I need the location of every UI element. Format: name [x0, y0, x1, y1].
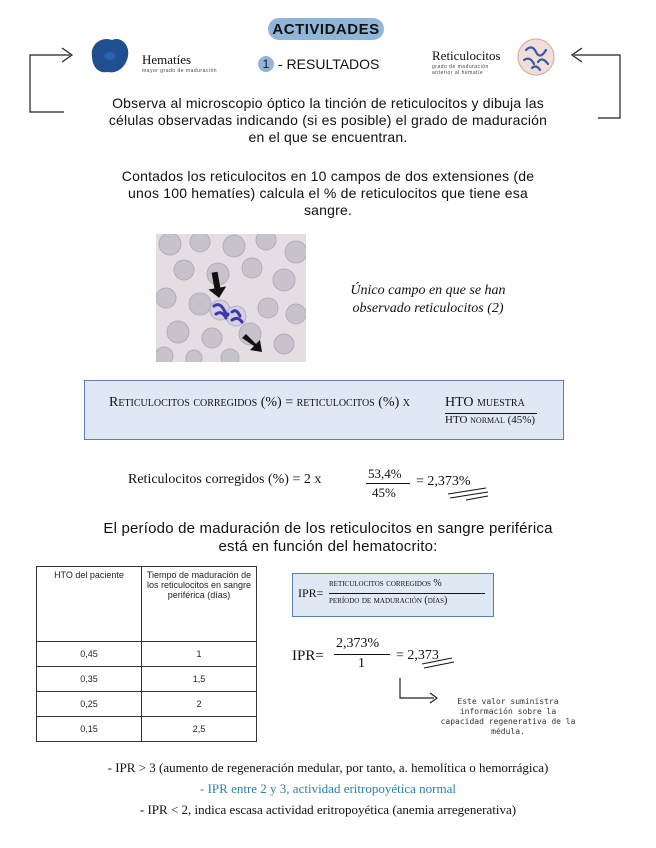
left-brand-sub: mayor grado de maduración: [142, 68, 218, 74]
instruction-paragraph-2: [40, 168, 616, 219]
ipr-calc-label: IPR=: [292, 648, 324, 664]
ipr-calc-fraction-bar: [334, 654, 390, 655]
ipr-calc-result: = 2,373: [396, 648, 439, 663]
p1-line3: en el que se encuentran.: [248, 129, 408, 145]
note-line2: información sobre la: [459, 707, 557, 716]
ipr-formula-label: IPR=: [298, 586, 324, 600]
ipr-formula-numerator: reticulocitos corregidos %: [329, 578, 442, 589]
table-row: [37, 692, 257, 717]
table-cell-days: 2,5: [142, 717, 257, 742]
calculation: [128, 466, 528, 506]
ipr-result-scribble: [420, 654, 456, 670]
conclusion-1: - IPR > 3 (aumento de regeneración medular, por tanto, a. hemolítica o hemorrágica): [107, 760, 549, 775]
reticulocyte-icon: [512, 36, 560, 78]
table-row: [37, 642, 257, 667]
maturation-table: [36, 566, 257, 742]
calc-fraction-bar: [366, 483, 410, 484]
right-brand-sub1: grado de maduración: [432, 64, 489, 70]
table-cell-days: 1: [142, 642, 257, 667]
right-brand-name: Reticulocitos: [432, 48, 501, 63]
p1-line2: células observadas indicando (si es posible) el grado de maduración: [108, 112, 548, 128]
table-cell-days: 2: [142, 692, 257, 717]
calc-numerator: 53,4%: [368, 466, 402, 481]
ipr-calc-denominator: 1: [358, 656, 365, 671]
p2-line1: Contados los reticulocitos en 10 campos de dos extensiones (de: [121, 168, 535, 184]
right-brand-sub2: anterior al hematíe: [432, 70, 484, 76]
table-row: [37, 667, 257, 692]
maturation-paragraph: [30, 520, 626, 556]
note-line4: médula.: [491, 727, 525, 736]
conclusion-2: - IPR entre 2 y 3, actividad eritropoyética normal: [200, 781, 456, 796]
ipr-calc-numerator: 2,373%: [336, 636, 380, 651]
formula-denominator: HTO normal (45%): [445, 414, 536, 426]
formula-numerator: HTO muestra: [445, 395, 525, 410]
maturation-line1: El período de maduración de los reticulocitos en sangre periférica: [103, 520, 553, 537]
note-line1: Este valor suministra: [457, 697, 559, 706]
formula-box: [84, 380, 564, 440]
calc-result: = 2,373%: [416, 474, 471, 489]
ipr-calculation: [292, 636, 492, 680]
table-cell-hto: 0,45: [37, 642, 142, 667]
microscope-image: [156, 234, 306, 362]
maturation-line2: está en función del hematocrito:: [218, 538, 438, 555]
ipr-formula-denominator: período de maduración (días): [329, 595, 448, 606]
erythrocyte-icon: [86, 34, 134, 76]
left-brand-name: Hematíes: [142, 52, 192, 67]
ipr-fraction-bar: [329, 593, 485, 594]
p2-line3: sangre.: [303, 202, 353, 218]
instruction-paragraph-1: [40, 95, 616, 146]
micro-caption: [322, 282, 534, 318]
table-cell-hto: 0,35: [37, 667, 142, 692]
table-header-days: Tiempo de maduración de los reticulocitos en sangre periférica (días): [142, 567, 257, 642]
calc-denominator: 45%: [372, 485, 396, 500]
p2-line2: unos 100 hematíes) calcula el % de reticulocitos que tiene esa: [128, 185, 528, 201]
micro-caption-line2: observado reticulocitos (2): [352, 301, 504, 316]
table-cell-days: 1,5: [142, 667, 257, 692]
right-brand: [432, 48, 501, 76]
table-header-hto: HTO del paciente: [37, 567, 142, 642]
section-number: 1: [258, 56, 274, 72]
table-cell-hto: 0,25: [37, 692, 142, 717]
left-brand: [142, 52, 217, 74]
table-row: [37, 717, 257, 742]
result-underline-scribble: [446, 482, 490, 502]
section-label: - RESULTADOS: [278, 56, 380, 72]
p1-line1: Observa al microscopio óptico la tinción de reticulocitos y dibuja las: [112, 95, 544, 111]
calc-left: Reticulocitos corregidos (%) = 2 x: [128, 472, 322, 487]
micro-caption-line1: Único campo en que se han: [350, 283, 506, 298]
table-cell-hto: 0,15: [37, 717, 142, 742]
section-heading: [258, 56, 379, 72]
formula-left: Reticulocitos corregidos (%) = reticulocitos (%) x: [109, 395, 410, 410]
page-title: ACTIVIDADES: [268, 18, 384, 40]
table-header-row: [37, 567, 257, 642]
conclusion-3: - IPR < 2, indica escasa actividad eritropoyética (anemia arregenerativa): [139, 802, 517, 817]
ipr-formula-box: [292, 573, 494, 617]
ipr-note: [410, 697, 606, 737]
note-line3: capacidad regenerativa de la: [440, 717, 576, 726]
